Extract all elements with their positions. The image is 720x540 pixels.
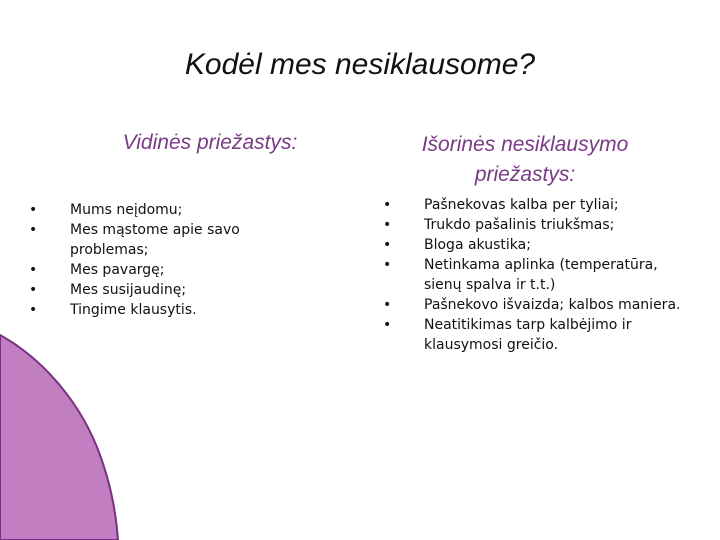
list-item: • Trukdo pašalinis triukšmas; bbox=[380, 215, 685, 235]
list-item: • Pašnekovo išvaizda; kalbos maniera. bbox=[380, 295, 685, 315]
internal-reasons-list bbox=[26, 200, 306, 320]
slide-title: Kodėl mes nesiklausome? bbox=[184, 48, 536, 81]
list-item: • Netinkama aplinka (temperatūra, sienų spalva ir t.t.) bbox=[380, 255, 685, 295]
list-item: • Mes mąstome apie savo problemas; bbox=[26, 220, 306, 260]
list-item: • Pašnekovas kalba per tyliai; bbox=[380, 195, 685, 215]
list-item: • Bloga akustika; bbox=[380, 235, 685, 255]
list-item: • Tingime klausytis. bbox=[26, 300, 306, 320]
right-column-heading: Išorinės nesiklausymo priežastys: bbox=[421, 133, 629, 186]
list-item: • Mums neįdomu; bbox=[26, 200, 306, 220]
external-reasons-list bbox=[380, 195, 685, 355]
list-item: • Mes pavargę; bbox=[26, 260, 306, 280]
list-item: • Neatitikimas tarp kalbėjimo ir klausymosi greičio. bbox=[380, 315, 685, 355]
list-item: • Mes susijaudinę; bbox=[26, 280, 306, 300]
left-column-heading: Vidinės priežastys: bbox=[122, 131, 298, 154]
